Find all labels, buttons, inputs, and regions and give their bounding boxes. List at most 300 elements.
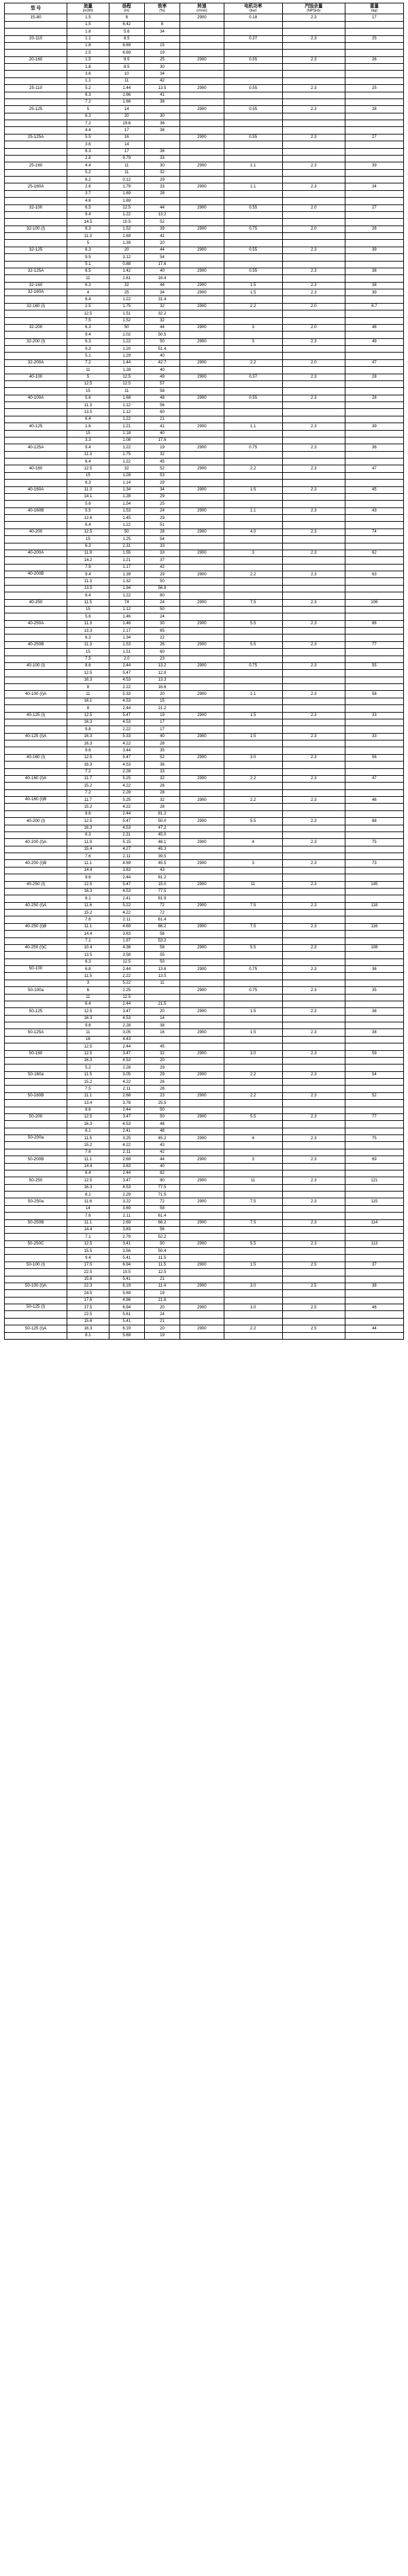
table-row — [5, 501, 404, 507]
cell-speed — [180, 353, 224, 359]
cell-head: 10.5 — [109, 219, 144, 226]
cell-head: 1.44 — [109, 359, 144, 366]
cell-npsh — [282, 888, 345, 895]
cell-efficiency: 26 — [144, 1079, 180, 1086]
table-row — [5, 1219, 404, 1226]
cell-efficiency: 13.3 — [144, 677, 180, 683]
cell-motor-power: 5.5 — [224, 1240, 282, 1247]
cell-npsh: 2.3 — [282, 839, 345, 846]
cell-speed — [180, 459, 224, 465]
cell-speed — [180, 1043, 224, 1050]
cell-efficiency: 19 — [144, 1290, 180, 1297]
cell-flow: 15.2 — [67, 1079, 109, 1086]
cell-speed: 2900 — [180, 641, 224, 648]
cell-model — [5, 628, 67, 634]
cell-weight — [345, 380, 403, 387]
table-row — [5, 522, 404, 529]
cell-efficiency: 30 — [144, 620, 180, 627]
cell-flow: 9.3 — [67, 346, 109, 353]
cell-speed — [180, 931, 224, 937]
cell-npsh — [282, 670, 345, 677]
cell-head: 2.44 — [109, 1107, 144, 1113]
cell-head: 1.69 — [109, 233, 144, 240]
cell-speed: 2900 — [180, 1092, 224, 1099]
cell-flow: 7.2 — [67, 768, 109, 775]
cell-motor-power — [224, 353, 282, 359]
table-row — [5, 1304, 404, 1311]
cell-weight — [345, 846, 403, 853]
cell-head: 3.83 — [109, 1226, 144, 1233]
cell-weight — [345, 1290, 403, 1297]
cell-npsh — [282, 1332, 345, 1339]
cell-npsh: 2.3 — [282, 987, 345, 994]
table-row — [5, 529, 404, 535]
cell-npsh — [282, 402, 345, 409]
cell-npsh — [282, 515, 345, 522]
cell-speed — [180, 380, 224, 387]
cell-speed — [180, 649, 224, 656]
cell-flow: 15.6 — [67, 1276, 109, 1283]
cell-weight — [345, 451, 403, 458]
cell-weight — [345, 888, 403, 895]
cell-flow: 6.3 — [67, 324, 109, 331]
cell-model: 32-160A — [5, 289, 67, 296]
table-row — [5, 557, 404, 564]
cell-motor-power — [224, 656, 282, 662]
cell-flow: 7.1 — [67, 1234, 109, 1240]
cell-flow: 1.8 — [67, 42, 109, 49]
cell-weight: 38 — [345, 1283, 403, 1289]
cell-motor-power — [224, 169, 282, 176]
cell-model — [5, 113, 67, 120]
cell-flow: 5.5 — [67, 507, 109, 514]
cell-model: 40-200B — [5, 571, 67, 578]
cell-head: 1.28 — [109, 367, 144, 374]
cell-head: 2.44 — [109, 966, 144, 973]
cell-weight — [345, 762, 403, 768]
cell-model: 15-80 — [5, 14, 67, 21]
cell-speed — [180, 768, 224, 775]
cell-flow: 11.5 — [67, 599, 109, 606]
cell-speed — [180, 480, 224, 486]
cell-head: 5.15 — [109, 839, 144, 846]
cell-flow: 9.4 — [67, 571, 109, 578]
cell-npsh — [282, 762, 345, 768]
cell-speed — [180, 874, 224, 881]
cell-npsh — [282, 198, 345, 204]
cell-model: 40-250B — [5, 641, 67, 648]
cell-weight: 37 — [345, 1262, 403, 1268]
cell-weight — [345, 1057, 403, 1064]
cell-weight — [345, 825, 403, 831]
cell-head: 3.05 — [109, 1029, 144, 1036]
cell-speed: 2900 — [180, 1135, 224, 1142]
cell-speed — [180, 677, 224, 683]
cell-motor-power — [224, 177, 282, 183]
cell-efficiency: 47.2 — [144, 825, 180, 831]
cell-npsh — [282, 261, 345, 268]
cell-model: 40-160 (I)A — [5, 775, 67, 782]
cell-efficiency: 13.5 — [144, 973, 180, 980]
table-row — [5, 740, 404, 747]
cell-motor-power — [224, 127, 282, 134]
cell-head: 1.45 — [109, 515, 144, 522]
cell-weight — [345, 29, 403, 35]
cell-motor-power: 7.5 — [224, 1219, 282, 1226]
cell-head: 1.22 — [109, 211, 144, 218]
table-row — [5, 1057, 404, 1064]
cell-model — [5, 1065, 67, 1071]
cell-model — [5, 409, 67, 416]
cell-model — [5, 606, 67, 613]
cell-speed — [180, 42, 224, 49]
cell-model — [5, 42, 67, 49]
cell-npsh — [282, 895, 345, 902]
cell-motor-power: 0.55 — [224, 395, 282, 401]
cell-motor-power — [224, 634, 282, 641]
cell-efficiency: 12.9 — [144, 670, 180, 677]
cell-flow: 15.6 — [67, 1318, 109, 1325]
cell-weight — [345, 916, 403, 923]
cell-speed: 2900 — [180, 818, 224, 825]
cell-motor-power — [224, 275, 282, 282]
cell-speed — [180, 1100, 224, 1107]
cell-model — [5, 141, 67, 148]
cell-efficiency: 50.5 — [144, 332, 180, 338]
cell-weight — [345, 628, 403, 634]
cell-efficiency: 25 — [144, 501, 180, 507]
cell-efficiency: 21 — [144, 416, 180, 423]
cell-motor-power — [224, 515, 282, 522]
cell-motor-power: 5.5 — [224, 641, 282, 648]
cell-efficiency: 20 — [144, 691, 180, 698]
cell-flow: 7.2 — [67, 789, 109, 796]
cell-model: 32-100 — [5, 204, 67, 211]
table-row — [5, 1079, 404, 1086]
cell-motor-power — [224, 719, 282, 726]
cell-efficiency: 53.2 — [144, 937, 180, 944]
cell-flow: 16.3 — [67, 825, 109, 831]
cell-npsh — [282, 825, 345, 831]
cell-npsh: 2.3 — [282, 247, 345, 253]
cell-npsh — [282, 21, 345, 28]
cell-weight — [345, 656, 403, 662]
cell-motor-power: 0.75 — [224, 444, 282, 451]
cell-npsh: 2.3 — [282, 775, 345, 782]
cell-weight — [345, 120, 403, 127]
cell-flow: 5.2 — [67, 85, 109, 92]
cell-speed — [180, 719, 224, 726]
cell-npsh — [282, 1107, 345, 1113]
cell-weight — [345, 92, 403, 99]
cell-weight: 34 — [345, 183, 403, 190]
cell-efficiency: 45.5 — [144, 860, 180, 867]
cell-efficiency: 17.6 — [144, 261, 180, 268]
cell-efficiency: 72 — [144, 1198, 180, 1205]
cell-speed — [180, 1332, 224, 1339]
cell-efficiency: 21 — [144, 1276, 180, 1283]
cell-motor-power — [224, 29, 282, 35]
cell-weight: 26 — [345, 56, 403, 63]
cell-flow: 7.9 — [67, 564, 109, 571]
cell-weight: 27 — [345, 204, 403, 211]
cell-weight — [345, 973, 403, 980]
table-row — [5, 536, 404, 543]
table-row — [5, 1170, 404, 1177]
cell-npsh — [282, 367, 345, 374]
cell-head: 2.44 — [109, 1043, 144, 1050]
cell-flow: 11.3 — [67, 233, 109, 240]
cell-speed: 2900 — [180, 944, 224, 951]
cell-weight — [345, 127, 403, 134]
cell-motor-power — [224, 77, 282, 84]
cell-efficiency: 72 — [144, 910, 180, 916]
cell-model — [5, 613, 67, 620]
cell-weight — [345, 416, 403, 423]
cell-speed — [180, 1128, 224, 1134]
cell-head: 5.22 — [109, 980, 144, 986]
cell-head: 4.22 — [109, 910, 144, 916]
cell-npsh: 2.3 — [282, 374, 345, 380]
cell-efficiency: 71.5 — [144, 1192, 180, 1198]
cell-model — [5, 937, 67, 944]
cell-flow: 11 — [67, 691, 109, 698]
cell-npsh — [282, 177, 345, 183]
table-row — [5, 1043, 404, 1050]
cell-model — [5, 1100, 67, 1107]
cell-npsh — [282, 677, 345, 683]
cell-efficiency: 19 — [144, 444, 180, 451]
cell-motor-power — [224, 888, 282, 895]
cell-speed: 2900 — [180, 987, 224, 994]
cell-head: 5.41 — [109, 1318, 144, 1325]
cell-flow: 9.4 — [67, 1255, 109, 1262]
table-row — [5, 1135, 404, 1142]
cell-flow: 7.6 — [67, 1213, 109, 1219]
table-row — [5, 775, 404, 782]
cell-flow: 12.6 — [67, 515, 109, 522]
table-row — [5, 712, 404, 719]
cell-speed: 2900 — [180, 1240, 224, 1247]
cell-speed — [180, 656, 224, 662]
table-row — [5, 797, 404, 804]
cell-speed — [180, 127, 224, 134]
cell-motor-power: 0.75 — [224, 226, 282, 232]
cell-model — [5, 480, 67, 486]
cell-weight — [345, 747, 403, 754]
cell-head: 4.69 — [109, 923, 144, 930]
cell-model — [5, 677, 67, 683]
cell-head: 8.5 — [109, 35, 144, 42]
cell-npsh: 2.3 — [282, 923, 345, 930]
cell-npsh: 2.0 — [282, 359, 345, 366]
cell-head: 17 — [109, 127, 144, 134]
table-row — [5, 867, 404, 874]
cell-flow: 5 — [67, 106, 109, 113]
cell-weight — [345, 332, 403, 338]
cell-motor-power — [224, 698, 282, 704]
cell-speed — [180, 1213, 224, 1219]
cell-efficiency: 42 — [144, 564, 180, 571]
table-row — [5, 726, 404, 733]
cell-model — [5, 1036, 67, 1043]
cell-flow: 17.6 — [67, 1297, 109, 1304]
cell-npsh — [282, 1276, 345, 1283]
cell-flow: 13.4 — [67, 1100, 109, 1107]
cell-flow: 14.4 — [67, 1163, 109, 1170]
cell-efficiency: 17 — [144, 726, 180, 733]
cell-head: 2.44 — [109, 1001, 144, 1007]
cell-npsh: 2.5 — [282, 1262, 345, 1268]
cell-speed — [180, 437, 224, 444]
cell-model — [5, 1276, 67, 1283]
cell-efficiency: 56 — [144, 402, 180, 409]
cell-speed — [180, 804, 224, 810]
cell-model — [5, 684, 67, 691]
cell-npsh: 2.0 — [282, 303, 345, 310]
cell-efficiency: 21 — [144, 1318, 180, 1325]
cell-motor-power: 3.0 — [224, 1050, 282, 1057]
cell-npsh — [282, 1234, 345, 1240]
cell-weight — [345, 994, 403, 1001]
cell-head: 3.47 — [109, 1008, 144, 1015]
cell-flow: 3.6 — [67, 71, 109, 77]
table-row — [5, 127, 404, 134]
cell-speed: 2900 — [180, 902, 224, 909]
cell-npsh: 2.3 — [282, 662, 345, 669]
cell-flow: 16.3 — [67, 1121, 109, 1128]
cell-head: 2.69 — [109, 1219, 144, 1226]
cell-flow: 11.3 — [67, 578, 109, 585]
cell-motor-power — [224, 367, 282, 374]
cell-flow: 14.4 — [67, 867, 109, 874]
cell-motor-power — [224, 1079, 282, 1086]
cell-motor-power — [224, 402, 282, 409]
cell-npsh: 2.3 — [282, 571, 345, 578]
cell-head: 25 — [109, 289, 144, 296]
cell-motor-power: 2.2 — [224, 1325, 282, 1332]
cell-npsh — [282, 789, 345, 796]
table-row — [5, 670, 404, 677]
cell-flow: 12.5 — [67, 712, 109, 719]
cell-npsh — [282, 1001, 345, 1007]
cell-flow: 15 — [67, 430, 109, 437]
cell-head: 1.97 — [109, 937, 144, 944]
col-header-flow: 流量 (m3/h) — [67, 3, 109, 14]
cell-flow: 9.6 — [67, 747, 109, 754]
cell-weight — [345, 1269, 403, 1276]
cell-speed — [180, 564, 224, 571]
cell-efficiency: 81.2 — [144, 810, 180, 817]
cell-weight: 38 — [345, 1029, 403, 1036]
cell-motor-power — [224, 296, 282, 303]
cell-model: 40-250 (I) — [5, 881, 67, 888]
cell-npsh — [282, 1170, 345, 1177]
cell-model — [5, 437, 67, 444]
cell-weight: 75 — [345, 1135, 403, 1142]
cell-speed — [180, 169, 224, 176]
table-row — [5, 240, 404, 247]
cell-npsh — [282, 493, 345, 500]
cell-speed — [180, 367, 224, 374]
cell-motor-power — [224, 937, 282, 944]
cell-weight — [345, 402, 403, 409]
cell-model — [5, 980, 67, 986]
cell-weight: 25 — [345, 35, 403, 42]
table-row — [5, 423, 404, 430]
cell-model: 40-200 (I)A — [5, 839, 67, 846]
cell-flow: 4.4 — [67, 127, 109, 134]
cell-speed: 2900 — [180, 465, 224, 472]
cell-motor-power: 3 — [224, 860, 282, 867]
table-row — [5, 1318, 404, 1325]
cell-efficiency: 16 — [144, 1029, 180, 1036]
cell-head: 2.25 — [109, 987, 144, 994]
cell-motor-power: 0.55 — [224, 56, 282, 63]
cell-flow: 6.3 — [67, 959, 109, 965]
cell-efficiency: 52 — [144, 465, 180, 472]
cell-motor-power: 7.5 — [224, 1198, 282, 1205]
cell-npsh — [282, 931, 345, 937]
cell-weight — [345, 275, 403, 282]
cell-speed: 2900 — [180, 1325, 224, 1332]
cell-speed: 2900 — [180, 839, 224, 846]
cell-speed — [180, 254, 224, 261]
cell-efficiency: 23 — [144, 1092, 180, 1099]
cell-efficiency: 39.5 — [144, 853, 180, 860]
cell-efficiency: 50 — [144, 606, 180, 613]
cell-efficiency: 41 — [144, 423, 180, 430]
cell-model — [5, 536, 67, 543]
cell-head: 1.46 — [109, 613, 144, 620]
cell-flow: 1.5 — [67, 14, 109, 21]
cell-head: 3.56 — [109, 1248, 144, 1255]
cell-speed: 2900 — [180, 106, 224, 113]
cell-head: 1.22 — [109, 592, 144, 599]
cell-model — [5, 198, 67, 204]
table-row — [5, 493, 404, 500]
cell-model — [5, 416, 67, 423]
cell-efficiency: 24 — [144, 507, 180, 514]
table-row — [5, 839, 404, 846]
cell-weight: 47 — [345, 775, 403, 782]
cell-efficiency: 32.2 — [144, 310, 180, 317]
table-row — [5, 860, 404, 867]
cell-head: 1.25 — [109, 536, 144, 543]
cell-npsh — [282, 867, 345, 874]
table-row — [5, 1226, 404, 1233]
table-row — [5, 987, 404, 994]
cell-head: 1.32 — [109, 578, 144, 585]
cell-head: 2.11 — [109, 1213, 144, 1219]
cell-head: 5.25 — [109, 797, 144, 804]
cell-model — [5, 451, 67, 458]
cell-model: 40-200A — [5, 550, 67, 556]
cell-efficiency: 32 — [144, 797, 180, 804]
cell-speed: 2900 — [180, 507, 224, 514]
cell-npsh: 2.3 — [282, 1050, 345, 1057]
table-row — [5, 895, 404, 902]
cell-head: 12.5 — [109, 959, 144, 965]
cell-speed — [180, 472, 224, 479]
cell-weight — [345, 1163, 403, 1170]
table-row — [5, 585, 404, 592]
cell-npsh — [282, 768, 345, 775]
cell-efficiency: 25 — [144, 56, 180, 63]
cell-npsh — [282, 804, 345, 810]
table-row — [5, 1205, 404, 1212]
cell-flow: 2.5 — [67, 303, 109, 310]
